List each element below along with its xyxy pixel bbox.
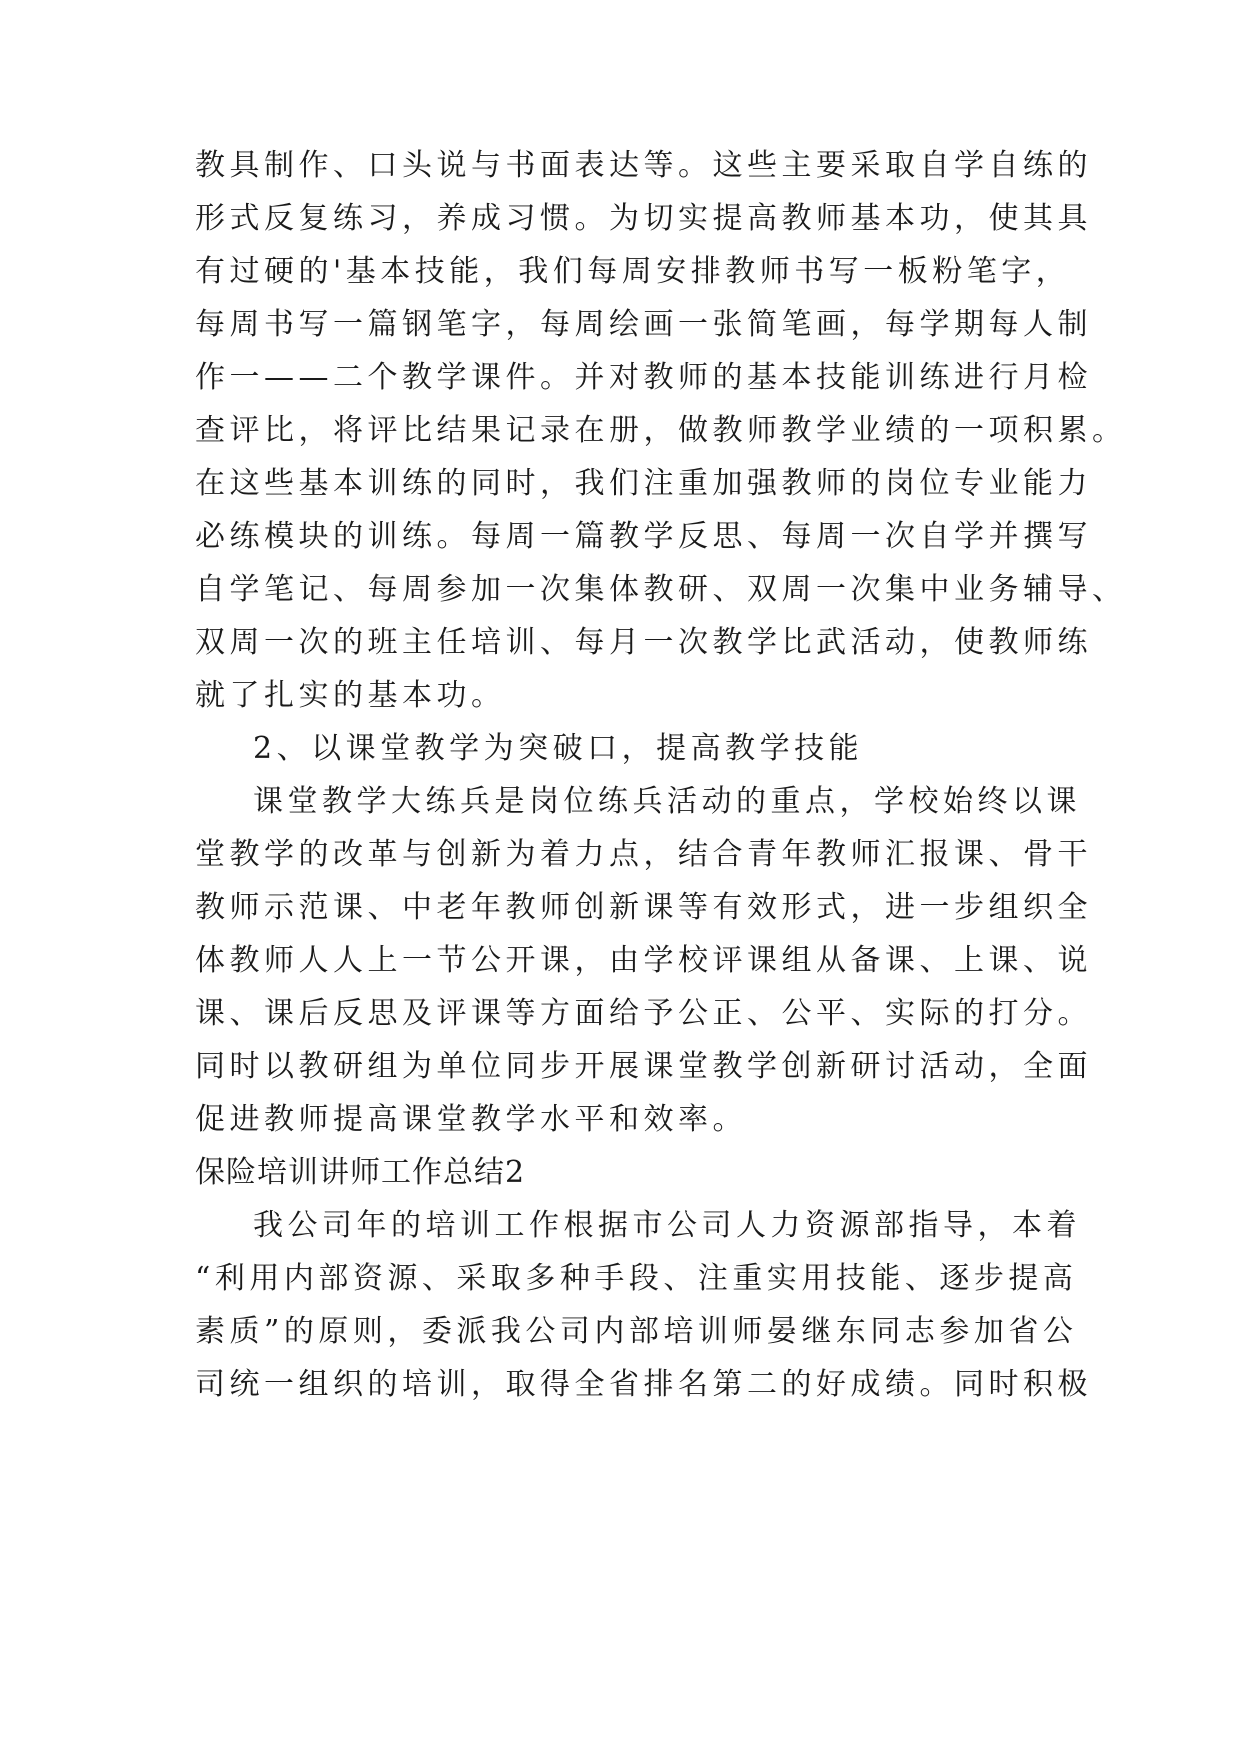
body-text-line: 体教师人人上一节公开课，由学校评课组从备课、上课、说 <box>195 943 1092 978</box>
body-text-line: 课堂教学大练兵是岗位练兵活动的重点，学校始终以课 <box>253 784 1081 819</box>
body-text-line: 促进教师提高课堂教学水平和效率。 <box>195 1102 747 1137</box>
section-subheading: 2、以课堂教学为突破口，提高教学技能 <box>253 731 864 766</box>
body-text-line: 司统一组织的培训，取得全省排名第二的好成绩。同时积极 <box>195 1367 1092 1402</box>
body-text-line: 在这些基本训练的同时，我们注重加强教师的岗位专业能力 <box>195 466 1092 501</box>
body-text-line: “利用内部资源、采取多种手段、注重实用技能、逐步提高 <box>195 1261 1078 1296</box>
body-text-line: 课、课后反思及评课等方面给予公正、公平、实际的打分。 <box>195 996 1092 1031</box>
body-text-line: 同时以教研组为单位同步开展课堂教学创新研讨活动，全面 <box>195 1049 1092 1084</box>
body-text-line: 素质”的原则，委派我公司内部培训师晏继东同志参加省公 <box>195 1314 1078 1349</box>
body-text-line: 就了扎实的基本功。 <box>195 678 506 713</box>
body-text-line: 形式反复练习，养成习惯。为切实提高教师基本功，使其具 <box>195 201 1092 236</box>
body-text-line: 双周一次的班主任培训、每月一次教学比武活动，使教师练 <box>195 625 1092 660</box>
body-text-line: 我公司年的培训工作根据市公司人力资源部指导，本着 <box>253 1208 1081 1243</box>
body-text-line: 教具制作、口头说与书面表达等。这些主要采取自学自练的 <box>195 148 1092 183</box>
body-text-line: 自学笔记、每周参加一次集体教研、双周一次集中业务辅导、 <box>195 572 1127 607</box>
body-text-line: 查评比，将评比结果记录在册，做教师教学业绩的一项积累。 <box>195 413 1127 448</box>
body-text-line: 作一——二个教学课件。并对教师的基本技能训练进行月检 <box>195 360 1092 395</box>
body-text-line: 有过硬的'基本技能，我们每周安排教师书写一板粉笔字， <box>195 254 1071 289</box>
body-text-line: 教师示范课、中老年教师创新课等有效形式，进一步组织全 <box>195 890 1092 925</box>
body-text-line: 必练模块的训练。每周一篇教学反思、每周一次自学并撰写 <box>195 519 1092 554</box>
section-title: 保险培训讲师工作总结2 <box>195 1155 526 1190</box>
body-text-line: 每周书写一篇钢笔字，每周绘画一张简笔画，每学期每人制 <box>195 307 1092 342</box>
body-text-line: 堂教学的改革与创新为着力点，结合青年教师汇报课、骨干 <box>195 837 1092 872</box>
